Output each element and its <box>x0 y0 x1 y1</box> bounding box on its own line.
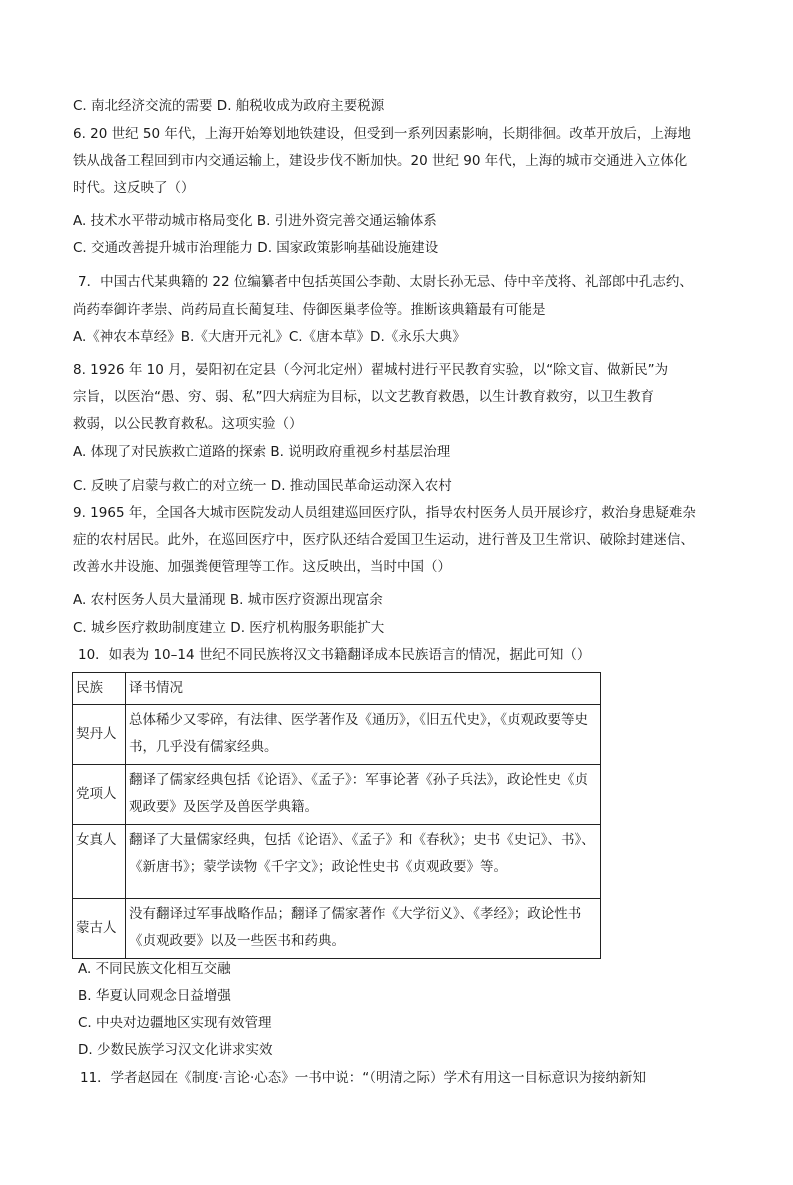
q9-stem-line-2: 症的农村居民。此外，在巡回医疗中，医疗队还结合爱国卫生运动，进行普及卫生常识、破除封建迷信、 <box>73 532 694 548</box>
table-row <box>73 705 601 765</box>
q9-stem-line-3: 改善水井设施、加强粪便管理等工作。这反映出，当时中国（） <box>73 559 451 575</box>
q9-stem-line-1: 9. 1965 年，全国各大城市医院发动人员组建巡回医疗队，指导农村医务人员开展诊疗，救治身患疑难杂 <box>73 505 696 521</box>
table-row <box>73 825 601 899</box>
q6-stem-line-3: 时代。这反映了（） <box>73 180 195 196</box>
table-cell-desc: 翻译了儒家经典包括《论语》、《孟子》：军事论著《孙子兵法》，政论性史《贞观政要》及医学及兽医学典籍。 <box>126 765 601 825</box>
q7-stem-line-2: 尚药奉御许孝崇、尚药局直长蔺复珪、侍御医巢孝俭等。推断该典籍最有可能是 <box>73 302 546 318</box>
table-cell-desc: 翻译了大量儒家经典，包括《论语》、《孟子》和《春秋》；史书《史记》、书》、《新唐书》；蒙学读物《千字文》；政论性史书《贞观政要》等。 <box>126 825 601 899</box>
q8-stem-line-1: 8. 1926 年 10 月，晏阳初在定县（今河北定州）翟城村进行平民教育实验，以“除文盲、做新民”为 <box>73 362 669 378</box>
q7-options: A.《神农本草经》B.《大唐开元礼》C.《唐本草》D.《永乐大典》 <box>73 329 466 345</box>
q8-stem-line-2: 宗旨，以医治“愚、穷、弱、私”四大病症为目标，以文艺教育救愚，以生计教育救穷，以卫生教育 <box>73 389 654 405</box>
q10-option-a: A. 不同民族文化相互交融 <box>78 961 231 977</box>
table-cell-people: 蒙古人 <box>73 899 126 959</box>
table-row <box>73 765 601 825</box>
q10-option-b: B. 华夏认同观念日益增强 <box>78 988 231 1004</box>
table-header-row <box>73 673 601 705</box>
table-cell-people: 女真人 <box>73 825 126 899</box>
q6-stem-line-2: 铁从战备工程回到市内交通运输上，建设步伐不断加快。20 世纪 90 年代，上海的城市交通进入立体化 <box>73 153 688 169</box>
q9-options-cd: C. 城乡医疗救助制度建立 D. 医疗机构服务职能扩大 <box>73 620 385 636</box>
q10-stem: 10．如表为 10–14 世纪不同民族将汉文书籍翻译成本民族语言的情况，据此可知（） <box>78 647 591 663</box>
q9-options-ab: A. 农村医务人员大量涌现 B. 城市医疗资源出现富余 <box>73 592 383 608</box>
table-cell-desc: 总体稀少又零碎，有法律、医学著作及《通历》，《旧五代史》，《贞观政要等史书，几乎没有儒家经典。 <box>126 705 601 765</box>
table-cell-desc: 没有翻译过军事战略作品；翻译了儒家著作《大学衍义》、《孝经》；政论性书《贞观政要》以及一些医书和药典。 <box>126 899 601 959</box>
translation-table <box>72 672 601 959</box>
q10-option-d: D. 少数民族学习汉文化讲求实效 <box>78 1042 273 1058</box>
q5-option-line: C. 南北经济交流的需要 D. 舶税收成为政府主要税源 <box>73 98 385 114</box>
q8-options-cd: C. 反映了启蒙与救亡的对立统一 D. 推动国民革命运动深入农村 <box>73 478 452 494</box>
q10-option-c: C. 中央对边疆地区实现有效管理 <box>78 1015 272 1031</box>
table-cell-people: 党项人 <box>73 765 126 825</box>
table-row <box>73 899 601 959</box>
q6-stem-line-1: 6. 20 世纪 50 年代，上海开始筹划地铁建设，但受到一系列因素影响，长期徘徊。改革开放后，上海地 <box>73 126 691 142</box>
q8-stem-line-3: 救弱，以公民教育救私。这项实验（） <box>73 416 303 432</box>
table-cell-people: 契丹人 <box>73 705 126 765</box>
q6-options-cd: C. 交通改善提升城市治理能力 D. 国家政策影响基础设施建设 <box>73 240 439 256</box>
table-header-desc: 译书情况 <box>126 673 601 705</box>
q7-stem-line-1: 7．中国古代某典籍的 22 位编纂者中包括英国公李勣、太尉长孙无忌、侍中辛茂将、礼部郎中孔志约、 <box>78 274 693 290</box>
q8-options-ab: A. 体现了对民族救亡道路的探索 B. 说明政府重视乡村基层治理 <box>73 444 451 460</box>
q6-options-ab: A. 技术水平带动城市格局变化 B. 引进外资完善交通运输体系 <box>73 213 437 229</box>
table-header-people: 民族 <box>73 673 126 705</box>
q11-stem: 11．学者赵园在《制度·言论·心态》一书中说：“（明清之际）学术有用这一目标意识为接纳新知 <box>80 1070 647 1086</box>
